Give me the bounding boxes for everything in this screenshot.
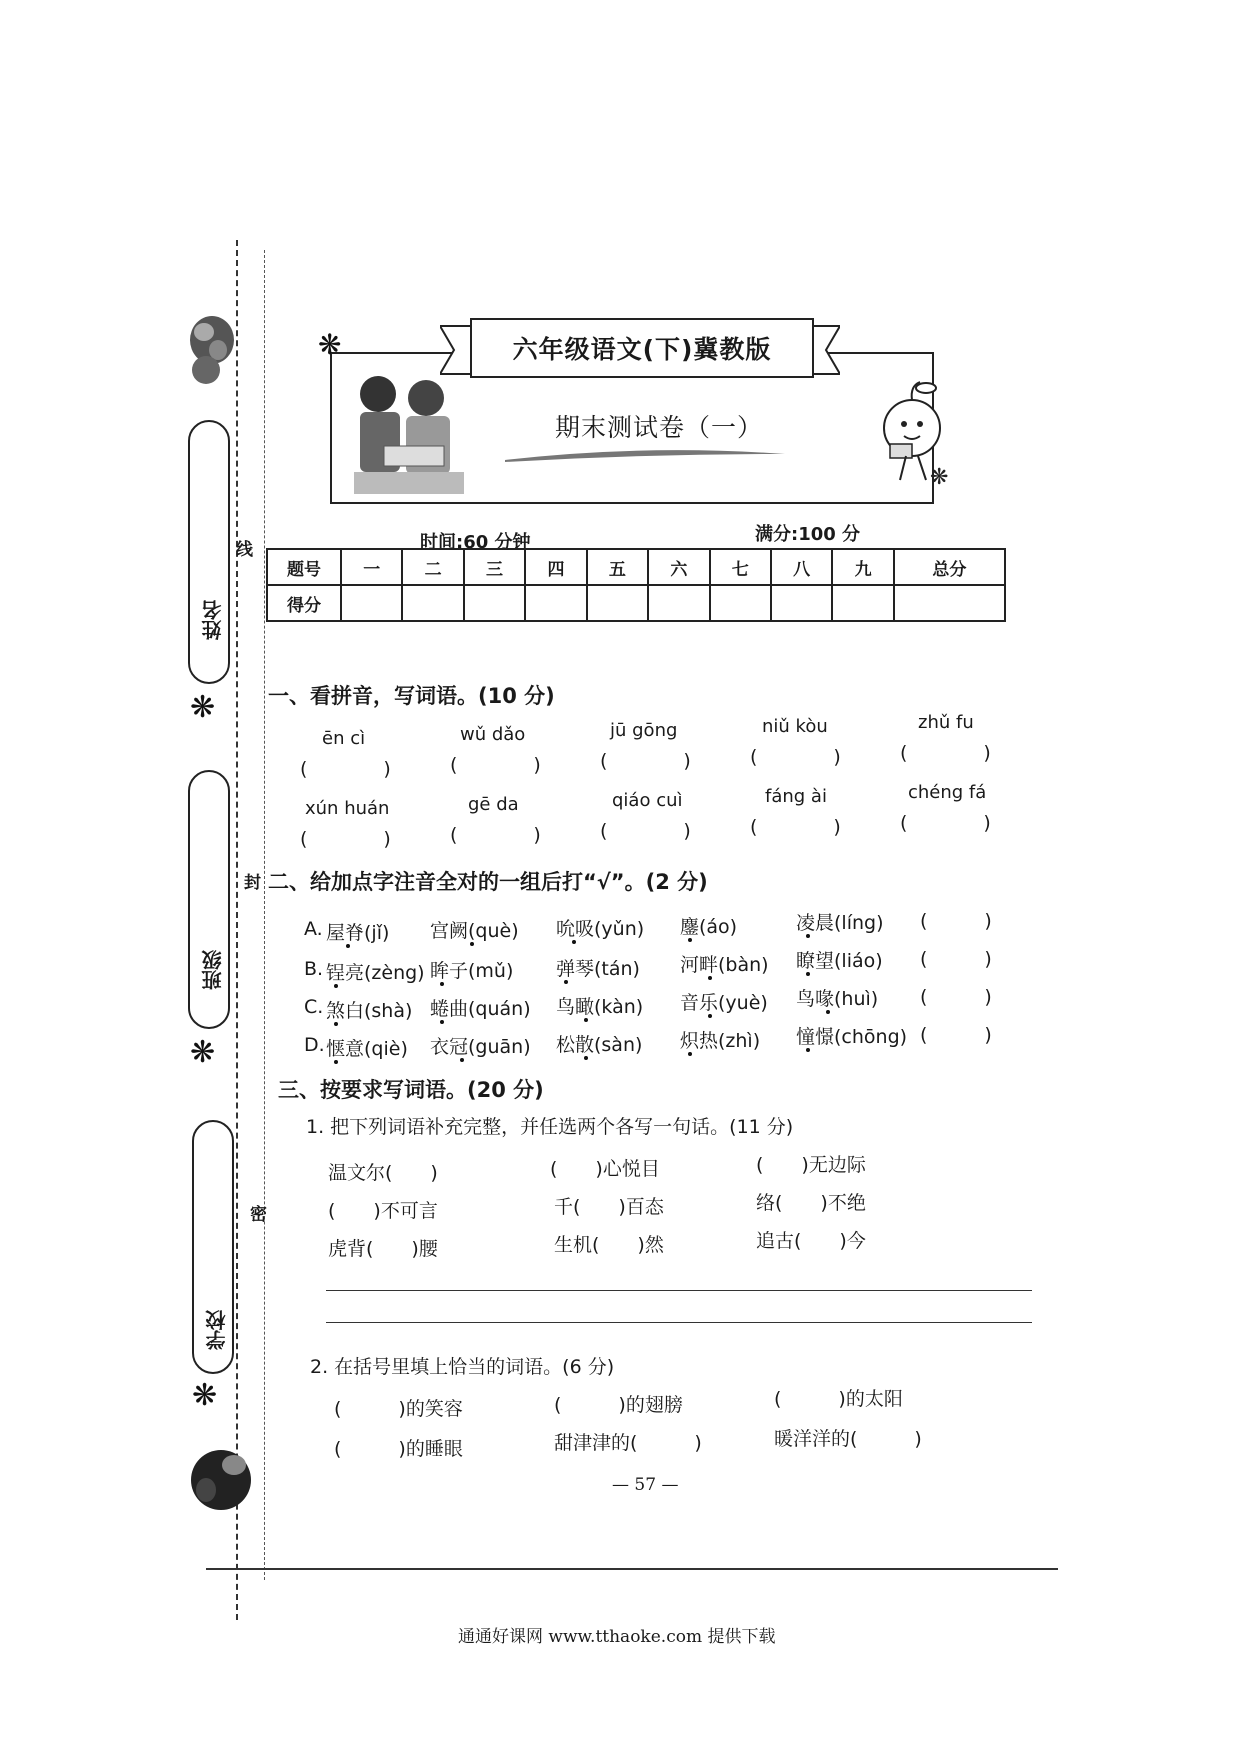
emphasis-dot: [440, 982, 444, 986]
option-item: 音乐(yuè): [680, 992, 768, 1014]
subtitle-swoosh: [505, 450, 785, 464]
binding-dashed-line-inner: [264, 250, 265, 1580]
option-item: 凌晨(líng): [796, 912, 884, 934]
pinyin-item: niǔ kòu: [762, 716, 828, 737]
option-item: 蜷曲(quán): [430, 998, 531, 1020]
emphasis-dot: [470, 942, 474, 946]
emphasis-dot: [806, 1048, 810, 1052]
section3-q2-prompt: 2. 在括号里填上恰当的词语。(6 分): [310, 1356, 615, 1378]
option-item: 锃亮(zèng): [326, 962, 425, 984]
answer-blank[interactable]: ( ): [600, 820, 691, 842]
apple-mascot-illustration: [870, 380, 960, 490]
option-item: 衣冠(guān): [430, 1036, 531, 1058]
answer-blank[interactable]: ( ): [920, 910, 992, 932]
option-item: 煞白(shà): [326, 1000, 413, 1022]
table-row-scores: [267, 585, 1005, 621]
children-reading-illustration: [344, 368, 474, 498]
emphasis-dot: [334, 984, 338, 988]
bottom-flower-illustration: [186, 1435, 256, 1515]
answer-blank[interactable]: ( ): [920, 948, 992, 970]
emphasis-dot: [346, 944, 350, 948]
score-cell[interactable]: [464, 585, 525, 621]
table-header-cell: 四: [525, 549, 586, 585]
score-table: [266, 548, 1006, 622]
answer-blank[interactable]: ( ): [300, 758, 391, 780]
pinyin-item: xún huán: [305, 798, 390, 819]
option-item: 宫阙(què): [430, 920, 519, 942]
score-cell[interactable]: [648, 585, 709, 621]
score-cell[interactable]: [710, 585, 771, 621]
fill-word-item[interactable]: ( )的太阳: [774, 1388, 903, 1410]
emphasis-dot: [688, 1052, 692, 1056]
fill-word-item[interactable]: 追古( )今: [756, 1230, 866, 1252]
maple-leaf-icon: ❋: [192, 1378, 218, 1413]
emphasis-dot: [440, 1020, 444, 1024]
emphasis-dot: [584, 1018, 588, 1022]
table-row-question-numbers: [267, 549, 1005, 585]
answer-blank[interactable]: ( ): [920, 986, 992, 1008]
emphasis-dot: [584, 1056, 588, 1060]
answer-blank[interactable]: ( ): [450, 824, 541, 846]
fill-word-item[interactable]: ( )心悦目: [550, 1158, 660, 1180]
cut-mark-line: 线: [236, 540, 253, 560]
cut-mark-secret: 密: [250, 1205, 267, 1225]
page-number: — 57 —: [612, 1475, 679, 1495]
emphasis-dot: [334, 1022, 338, 1026]
option-item: 憧憬(chōng): [796, 1026, 908, 1048]
pinyin-item: jū gōng: [610, 720, 678, 741]
table-header-cell: 二: [402, 549, 463, 585]
option-item: 惬意(qiè): [326, 1038, 408, 1060]
answer-blank[interactable]: ( ): [900, 812, 991, 834]
maple-leaf-icon: ❋: [190, 690, 216, 725]
fill-word-item[interactable]: 生机( )然: [554, 1234, 664, 1256]
score-cell[interactable]: [341, 585, 402, 621]
option-letter: C.: [304, 996, 324, 1018]
fill-word-item[interactable]: 络( )不绝: [756, 1192, 866, 1214]
option-item: 鏖(áo): [680, 916, 738, 938]
option-item: 瞭望(liáo): [796, 950, 883, 972]
section2-title: 二、给加点字注音全对的一组后打“√”。(2 分): [268, 870, 708, 894]
score-cell[interactable]: [587, 585, 648, 621]
fill-word-item[interactable]: 甜津津的( ): [554, 1432, 702, 1454]
fill-word-item[interactable]: 虎背( )腰: [328, 1238, 438, 1260]
ribbon-title: 六年级语文(下)冀教版: [470, 318, 814, 378]
answer-blank[interactable]: ( ): [750, 746, 841, 768]
score-cell[interactable]: [771, 585, 832, 621]
score-cell[interactable]: [832, 585, 893, 621]
option-item: 河畔(bàn): [680, 954, 769, 976]
section3-title: 三、按要求写词语。(20 分): [278, 1078, 544, 1102]
table-header-cell: 得分: [267, 585, 341, 621]
option-letter: B.: [304, 958, 324, 980]
score-cell[interactable]: [525, 585, 586, 621]
pinyin-item: qiáo cuì: [612, 790, 683, 811]
writing-line[interactable]: [326, 1322, 1032, 1323]
fill-word-item[interactable]: ( )无边际: [756, 1154, 866, 1176]
table-header-cell: 五: [587, 549, 648, 585]
option-item: 眸子(mǔ): [430, 960, 514, 982]
table-header-cell: 九: [832, 549, 893, 585]
option-item: 弹琴(tán): [556, 958, 640, 980]
section1-title: 一、看拼音，写词语。(10 分): [268, 684, 555, 708]
full-score: 满分:100 分: [755, 524, 861, 545]
table-header-cell: 一: [341, 549, 402, 585]
name-label: 姓名: [201, 600, 225, 640]
pinyin-item: ēn cì: [322, 728, 366, 749]
pinyin-item: zhǔ fu: [918, 712, 974, 733]
binding-dashed-line-outer: [236, 240, 238, 1620]
fill-word-item[interactable]: ( )的笑容: [334, 1398, 463, 1420]
option-letter: D.: [304, 1034, 325, 1056]
emphasis-dot: [572, 940, 576, 944]
emphasis-dot: [334, 1060, 338, 1064]
answer-blank[interactable]: ( ): [750, 816, 841, 838]
emphasis-dot: [460, 1058, 464, 1062]
table-header-cell: 三: [464, 549, 525, 585]
section3-q1-prompt: 1. 把下列词语补充完整，并任选两个各写一句话。(11 分): [306, 1116, 794, 1138]
option-item: 屋脊(jǐ): [326, 922, 390, 944]
option-item: 鸟喙(huì): [796, 988, 879, 1010]
answer-blank[interactable]: ( ): [920, 1024, 992, 1046]
table-header-cell: 六: [648, 549, 709, 585]
emphasis-dot: [564, 980, 568, 984]
pinyin-item: fáng ài: [765, 786, 827, 807]
score-cell[interactable]: [894, 585, 1005, 621]
pinyin-item: wǔ dǎo: [460, 724, 526, 745]
top-flower-illustration: [184, 310, 234, 390]
answer-blank[interactable]: ( ): [300, 828, 391, 850]
footer-credit: 通通好课网 www.tthaoke.com 提供下载: [458, 1627, 776, 1647]
pinyin-item: gē da: [468, 794, 519, 815]
fill-word-item[interactable]: ( )的翅膀: [554, 1394, 683, 1416]
bottom-rule: [206, 1568, 1058, 1570]
emphasis-dot: [708, 976, 712, 980]
school-label: 学校: [205, 1310, 229, 1350]
answer-blank[interactable]: ( ): [600, 750, 691, 772]
writing-line[interactable]: [326, 1290, 1032, 1291]
pinyin-item: chéng fá: [908, 782, 987, 803]
fill-word-item[interactable]: ( )不可言: [328, 1200, 438, 1222]
option-item: 鸟瞰(kàn): [556, 996, 644, 1018]
class-label: 班级: [201, 950, 225, 990]
emphasis-dot: [806, 934, 810, 938]
emphasis-dot: [826, 1010, 830, 1014]
emphasis-dot: [688, 938, 692, 942]
table-header-cell: 七: [710, 549, 771, 585]
name-box: [188, 420, 230, 684]
option-item: 吮吸(yǔn): [556, 918, 645, 940]
class-box: [188, 770, 230, 1029]
table-header-cell: 八: [771, 549, 832, 585]
fill-word-item[interactable]: 千( )百态: [554, 1196, 664, 1218]
exam-subtitle: 期末测试卷（一）: [555, 413, 764, 442]
score-cell[interactable]: [402, 585, 463, 621]
option-item: 松散(sàn): [556, 1034, 643, 1056]
maple-leaf-icon: ❋: [190, 1035, 216, 1070]
emphasis-dot: [806, 972, 810, 976]
table-header-cell: 题号: [267, 549, 341, 585]
svg-text:❋: ❋: [930, 465, 949, 490]
fill-word-item[interactable]: 暖洋洋的( ): [774, 1428, 922, 1450]
table-header-cell: 总分: [894, 549, 1005, 585]
cut-mark-seal: 封: [244, 873, 261, 893]
emphasis-dot: [708, 1014, 712, 1018]
time-limit: 时间:60 分钟: [420, 532, 531, 553]
option-item: 炽热(zhì): [680, 1030, 761, 1052]
answer-blank[interactable]: ( ): [900, 742, 991, 764]
fill-word-item[interactable]: ( )的睡眼: [334, 1438, 463, 1460]
fill-word-item[interactable]: 温文尔( ): [328, 1162, 438, 1184]
answer-blank[interactable]: ( ): [450, 754, 541, 776]
option-letter: A.: [304, 918, 323, 940]
maple-leaf-icon: ❋: [318, 328, 342, 361]
